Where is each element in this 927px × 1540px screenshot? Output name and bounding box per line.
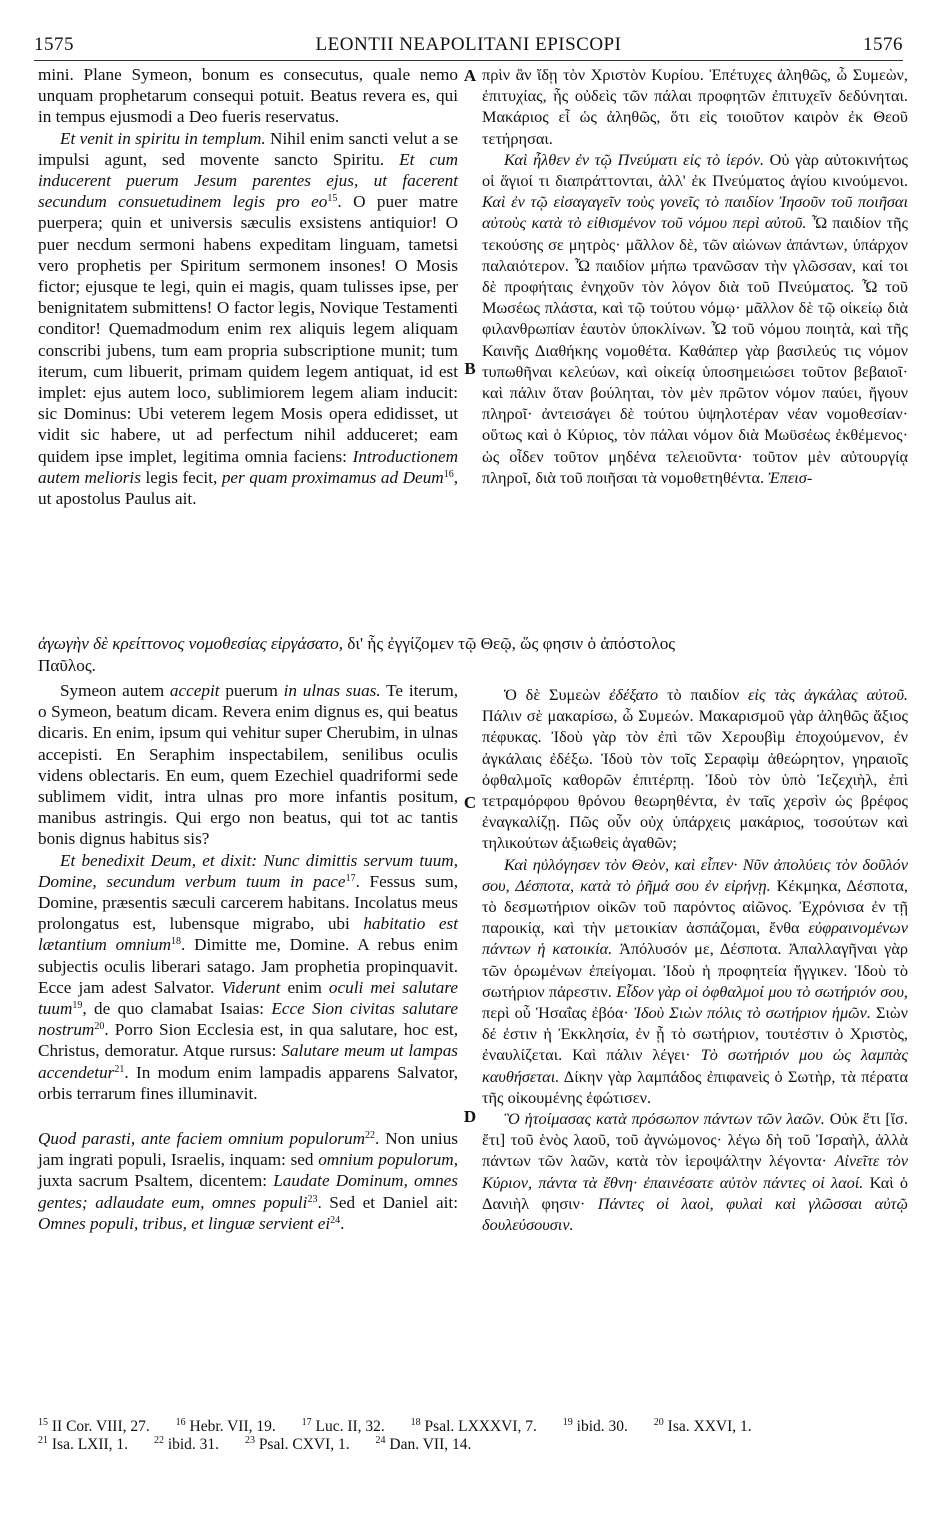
footnote-text: ibid. 31. xyxy=(167,1436,220,1453)
greek-text: Σιὼν δέ ἐστιν ἡ Ἐκκλησία, ἐν ᾗ τὸ σωτήριον, τουτέστιν ὁ Χριστὸς, ἐναυλίζεται. Καὶ πάλιν λέγει· xyxy=(482,1003,908,1065)
latin-column-top xyxy=(38,64,458,509)
footnote xyxy=(632,1418,752,1435)
greek-text: Κέκμηκα, Δέσποτα, τὸ δεσμωτήριον οἰκῶν τοῦ παρόντος αἰῶνος. Ἐχρόνισα ἐν τῇ παροικίᾳ, καὶ τὴν μετοικίαν ἀσπάζομαι, ἔνθα xyxy=(482,875,908,938)
latin-text: Nihil enim sancti velut a se impulsi agunt, sed movente sancto Spiritu. xyxy=(38,128,458,169)
greek-text: πρὶν ἂν ἴδῃ τὸν Χριστὸν Κυρίου. Ἐπέτυχες ἀληθῶς, ὦ Συμεὼν, ἐπιτυχίας, ἧς οὐδεὶς τῶν πάλαι προφητῶν ἐπιτυχεῖν δεδύνηται. Μακάριος εἶ ὡς ἀληθῶς, ὅτι εἰς τοιοῦτον καιρὸν ἐκ Θεοῦ τετήρησαι. xyxy=(482,65,908,148)
latin-text: . xyxy=(340,1213,345,1233)
greek-paragraph xyxy=(482,64,908,149)
footnote-number: 15 xyxy=(38,1417,48,1428)
footnote-ref: 15 xyxy=(327,193,338,205)
running-title: LEONTII NEAPOLITANI EPISCOPI xyxy=(315,34,622,55)
footnote-ref: 16 xyxy=(443,468,454,480)
footnote-ref: 18 xyxy=(171,936,181,948)
column-marker-a: A xyxy=(463,66,477,85)
footnote-ref: 19 xyxy=(72,1000,83,1012)
latin-text: . Non unius jam ingrati populi, Israelis, inquam: sed xyxy=(38,1129,458,1170)
footnote-ref: 23 xyxy=(307,1193,318,1205)
greek-quote: εὐφραινομένων πάντων ἡ κατοικία. xyxy=(482,918,908,959)
greek-lemma: Καὶ ἐν τῷ εἰσαγαγεῖν τοὺς γονεῖς τὸ παιδίον Ἰησοῦν τοῦ ποιῆσαι αὐτοὺς κατὰ τὸ εἰθισμένον τοῦ νόμου περὶ αὐτοῦ. xyxy=(482,192,908,233)
footnote-number: 19 xyxy=(562,1417,573,1428)
latin-text: enim xyxy=(280,977,329,997)
greek-text: Οὐκ ἔτι [ἴσ. ἔτι] τοῦ ἑνὸς λαοῦ, τοῦ ἀγνώμονος· λέγω δὴ τοῦ Ἰσραὴλ, ἀλλὰ πάντων τῶν λαῶν, κατὰ τὸν ἱεροψάλτην λέγοντα· xyxy=(482,1109,908,1171)
greek-text: Δίκην γὰρ λαμπάδος ἐπιφανεὶς ὁ Σωτὴρ, τὰ πέρατα τῆς οἰκουμένης ἐφώτισεν. xyxy=(482,1066,908,1107)
footnote-ref: 24 xyxy=(330,1214,341,1226)
column-marker-c: C xyxy=(463,793,477,812)
column-marker-b: B xyxy=(464,359,476,378)
footnote-ref: 22 xyxy=(365,1130,376,1142)
greek-spanning-line-end: Παῦλος. xyxy=(38,656,96,675)
greek-column-top xyxy=(482,64,908,488)
greek-lemma: Καὶ ἦλθεν ἐν τῷ Πνεύματι εἰς τὸ ἱερόν. xyxy=(504,149,765,169)
latin-quote: Salutare meum ut lampas accendetur xyxy=(38,1041,458,1082)
greek-text: δι' ἧς ἐγγίζομεν τῷ Θεῷ, ὥς φησιν ὁ ἀπόστολος xyxy=(343,634,676,653)
footnote xyxy=(38,1436,128,1453)
footnote-text: ibid. 30. xyxy=(576,1418,628,1435)
latin-paragraph xyxy=(38,850,458,1104)
footnote-text: Hebr. VII, 19. xyxy=(189,1418,276,1435)
footnote-number: 21 xyxy=(38,1435,48,1446)
latin-text: , juxta sacrum Psaltem, dicentem: xyxy=(38,1150,458,1191)
latin-paragraph xyxy=(38,128,458,510)
greek-paragraph xyxy=(482,854,908,1108)
greek-text: τὸ παιδίον xyxy=(658,685,748,704)
latin-lemma: in ulnas suas. xyxy=(283,681,381,700)
footnote-text: Isa. LXII, 1. xyxy=(51,1436,129,1453)
latin-quote: Viderunt xyxy=(221,977,281,997)
latin-text: , de quo clamabat Isaias: xyxy=(82,999,272,1019)
greek-text: Πάλιν σὲ μακαρίσω, ὦ Συμεών. Μακαρισμοῦ γὰρ ἀληθῶς ἄξιος πέφυκας. Ἰδοὺ γὰρ τὸν ἐπὶ τῶν Χερουβὶμ ἐποχούμενον, ἐν ἀγκάλαις ἐδέξω. Ἰδοὺ τὸν τοῖς Σεραφὶμ ἀθεώρητον, γηραιοῖς ὀφθαλμοῖς καθορῶν ἐπιτέρπῃ. Ἰδοὺ τὸν ὑπὸ Ἰεζεχιὴλ, ἐπὶ τετραμόρφου θρόνου θεωρηθέντα, ἐν ταῖς χερσὶν ὡς βρέφος ἐναγκαλίζῃ. Πῶς οὖν οὐχ ὑπάρχεις μακάριος, τοσούτων καὶ τηλικούτων ἀξιωθεὶς ἀγαθῶν; xyxy=(482,706,908,853)
footnote-number: 17 xyxy=(301,1417,312,1428)
latin-text: Symeon autem xyxy=(60,681,170,700)
footnotes-line xyxy=(38,1418,903,1436)
latin-text: . O puer matre puerpera; quin et universis sæculis exsistens antiquior! O puer necdum sermoni habens expeditam linguam, tametsi vero prophetis per Spiritum sermonem insones! O Mosis fictor; ejusque te legi, quin ei magis, quam tulisses ipse, per benignitatem submittens! O factor legis, Novique Testamenti conditor! Quemadmodum enim rex aliquis legem aliquam conscribi jubens, tum eam propria subscriptione munit; tum iterum, cum libuerit, primam quidem legem antiquat, id est implet: ejus autem loco, sublimiorem legem aliam inducit: sic Dominus: Ubi veterem legem Mosis opera edidisset, ut vidit sic habere, ut ad perfectum nihil adduceret; eam quidem ipse implet, legitima omnia faciens: xyxy=(38,192,458,466)
footnote-text: Psal. CXVI, 1. xyxy=(258,1436,350,1453)
page-header xyxy=(34,34,903,58)
latin-text: legis fecit, xyxy=(140,467,222,487)
footnote-number: 23 xyxy=(244,1435,255,1446)
greek-quote: Τὸ σωτήριόν μου ὡς λαμπὰς καυθήσεται. xyxy=(482,1045,908,1086)
latin-quote: oculi mei salutare tuum xyxy=(38,977,458,1019)
footnote-ref: 17 xyxy=(345,872,356,884)
greek-quote: Εἶδον γὰρ οἱ ὀφθαλμοί μου τὸ σωτήριόν σου, xyxy=(616,981,908,1001)
greek-spanning-line xyxy=(38,633,908,654)
latin-text: . In modum enim lampadis apparens Salvator, orbis terrarum fines illuminavit. xyxy=(38,1062,458,1103)
greek-lemma: ἐδέξατο xyxy=(609,685,659,704)
latin-quote: Introductionem autem melioris xyxy=(38,446,458,487)
greek-text: Οὐ γὰρ αὐτοκινήτως οἱ ἅγιοί τι διαπράττονται, ἀλλ' ἐκ Πνεύματος ἁγίου κινούμενοι. xyxy=(482,149,908,191)
column-marker-d: D xyxy=(463,1107,477,1126)
greek-text: Ἀπόλυσόν με, Δέσποτα. Ἀπαλλαγῆναι γὰρ τῶν ὁρωμένων ἐπείγομαι. Ἰδοὺ ἡ προφητεία ἤγγικεν. Ἰδοὺ τὸ σωτήριον πάρεστιν. xyxy=(482,939,908,1001)
footnote-number: 24 xyxy=(375,1435,386,1446)
latin-text: . Fessus sum, Domine, præsentis sæculi carcerem habitans. Incolatus meus prolongatus est, lubensque migrabo, ubi xyxy=(38,871,459,934)
footnote xyxy=(280,1418,385,1435)
greek-lemma: Ὃ ἡτοίμασας κατὰ πρόσωπον πάντων τῶν λαῶν. xyxy=(504,1109,825,1129)
footnotes xyxy=(38,1418,903,1454)
footnote xyxy=(38,1418,150,1435)
header-rule xyxy=(34,60,903,61)
greek-paragraph xyxy=(482,1108,908,1235)
footnote-ref: 20 xyxy=(94,1021,105,1033)
footnote-text: Dan. VII, 14. xyxy=(389,1436,472,1453)
latin-paragraph xyxy=(38,1128,458,1234)
greek-text: Ὦ παιδίον τῆς τεκούσης σε μητρὸς· μᾶλλον δὲ, τῶν αἰώνων ἁπάντων, ὑπάρχον παλαιότερον. Ὦ παιδίον μήπω τρανῶσαν τὴν γλῶσσαν, καί τοι δὲ προφήταις ἐνηχοῦν τὸν λόγον διὰ τοῦ Πνεύματος. Ὦ τοῦ Μωσέως πλάστα, καὶ τῷ τούτου νόμῳ· μᾶλλον δὲ τῷ οἰκείῳ διὰ φιλανθρωπίαν ἑαυτὸν ὑποκλίνων. Ὦ τοῦ νόμου ποιητὰ, καὶ τῆς Καινῆς Διαθήκης νομοθέτα. Καθάπερ γὰρ βασιλεύς τις νόμον τυπωθῆναι κελεύων, καὶ οἰκείᾳ ὑποσημειώσει τοῦτον βεβαιοῖ· καὶ πάλιν ὅταν βούληται, τὸν μὲν πρῶτον νόμον παύει, ἤγουν πληροῖ· ἀντεισάγει δὲ τούτου ὑψηλοτέραν νέαν νομοθεσίαν· οὕτως καὶ ὁ Κύριος, τὸν πάλαι νόμον διὰ Μωϋσέως ἐκθέμενος· ὡς οἶδεν τοῦτον μηδένα τελειοῦντα· τοῦτον μὲν αὐτουργίᾳ πληροῖ, διὰ τοῦ ποιῆσαι τὰ νομοθετηθέντα. xyxy=(482,213,909,487)
greek-column-bottom xyxy=(482,684,908,1235)
latin-lemma: Quod parasti, ante faciem omnium populorum xyxy=(38,1129,366,1149)
footnote-number: 22 xyxy=(153,1435,164,1446)
footnote-text: II Cor. VIII, 27. xyxy=(51,1418,150,1435)
footnote-number: 18 xyxy=(410,1417,421,1428)
footnotes-line xyxy=(38,1436,903,1454)
greek-lemma: Καὶ ηὐλόγησεν τὸν Θεὸν, καὶ εἶπεν· Νῦν ἀπολύεις τὸν δοῦλόν σου, Δέσποτα, κατὰ τὸ ῥῆμά σου ἐν εἰρήνῃ. xyxy=(482,854,908,895)
footnote-text: Isa. XXVI, 1. xyxy=(667,1418,752,1435)
page-number-left: 1575 xyxy=(34,34,74,55)
greek-quote: Αἰνεῖτε τὸν Κύριον, πάντα τὰ ἔθνη· ἐπαινέσατε αὐτὸν πάντες οἱ λαοί. xyxy=(482,1151,908,1192)
footnote-number: 16 xyxy=(175,1417,186,1428)
latin-lemma: Et benedixit Deum, et dixit: Nunc dimittis servum tuum, Domine, secundum verbum tuum in pace xyxy=(38,850,458,891)
greek-lemma: εἰς τὰς ἀγκάλας αὐτοῦ. xyxy=(748,685,909,704)
latin-text: Te iterum, o Symeon, beatum dicam. Revera enim dignus es, qui beatus dicaris. En enim, ipsum qui vehitur super Cherubim, in ulnas accepisti. En Seraphim inspectabilem, senilibus oculis videns oblectaris. En eum, quem Ezechiel quadriformi sede sublimem vidit, intra ulnas pro more infantis positum, manibus astringis. Qui ergo non beatus, qui tot ac tantis bonis dignus habitus sis? xyxy=(38,681,458,849)
greek-quote: Πάντες οἱ λαοὶ, φυλαὶ καὶ γλῶσσαι αὐτῷ δουλεύσουσιν. xyxy=(482,1193,908,1235)
latin-paragraph xyxy=(38,680,458,850)
footnote xyxy=(354,1436,472,1453)
latin-quote: Ecce Sion civitas salutare nostrum xyxy=(38,999,458,1040)
latin-lemma: Et cum inducerent puerum Jesum parentes ejus, ut facerent secundum consuetudinem legis pro eo xyxy=(38,149,458,212)
latin-quote: habitatio est lætantium omnium xyxy=(38,914,458,955)
footnote xyxy=(541,1418,628,1435)
latin-text: . Dimitte me, Domine. A rebus enim subjectis oculis liberari satago. Jam prophetia propinquavit. Ecce jam adest Salvator. xyxy=(38,935,458,997)
latin-paragraph xyxy=(38,64,458,128)
footnote-text: Luc. II, 32. xyxy=(315,1418,385,1435)
latin-text: puerum xyxy=(219,681,284,700)
latin-text: , ut apostolus Paulus ait. xyxy=(38,467,458,509)
latin-text: mini. Plane Symeon, bonum es consecutus, quale nemo unquam prophetarum consequi potuit. Beatus revera es, qui in tempus ejusmodi a Deo fueris reservatus. xyxy=(38,65,458,127)
greek-quote: Ἐπεισ- xyxy=(768,467,813,487)
greek-text: Ὁ δὲ Συμεὼν xyxy=(504,685,609,704)
greek-text: περὶ οὗ Ἡσαΐας ἐβόα· xyxy=(482,1003,634,1023)
greek-quote: Ἰδοὺ Σιὼν πόλις τὸ σωτήριον ἡμῶν. xyxy=(633,1003,871,1023)
latin-quote: Omnes populi, tribus, et linguæ servient ei xyxy=(38,1213,331,1233)
footnote xyxy=(223,1436,350,1453)
latin-column-bottom xyxy=(38,680,458,1234)
latin-lemma: Et venit in spiritu in templum. xyxy=(60,128,266,148)
footnote-ref: 21 xyxy=(114,1063,125,1075)
latin-quote: per quam proximamus ad Deum xyxy=(221,467,444,487)
latin-text: . Sed et Daniel ait: xyxy=(317,1192,458,1212)
page-number-right: 1576 xyxy=(863,34,903,55)
greek-paragraph xyxy=(482,684,908,854)
greek-quote: ἀγωγὴν δὲ κρείττονος νομοθεσίας εἰργάσατο, xyxy=(38,634,343,653)
footnote-text: Psal. LXXXVI, 7. xyxy=(424,1418,537,1435)
footnote xyxy=(154,1418,276,1435)
latin-quote: omnium populorum xyxy=(318,1150,454,1170)
latin-quote: Laudate Dominum, omnes gentes; adlaudate eum, omnes populi xyxy=(38,1171,458,1212)
footnote-number: 20 xyxy=(653,1417,664,1428)
latin-lemma: accepit xyxy=(169,681,220,700)
greek-text: Καὶ ὁ Δανιὴλ φησιν· xyxy=(482,1172,908,1213)
greek-paragraph xyxy=(482,149,908,488)
footnote xyxy=(389,1418,537,1435)
footnote xyxy=(132,1436,219,1453)
latin-text: . Porro Sion Ecclesia est, in qua salutare, hoc est, Christus, demoratur. Atque rursus: xyxy=(38,1020,458,1061)
